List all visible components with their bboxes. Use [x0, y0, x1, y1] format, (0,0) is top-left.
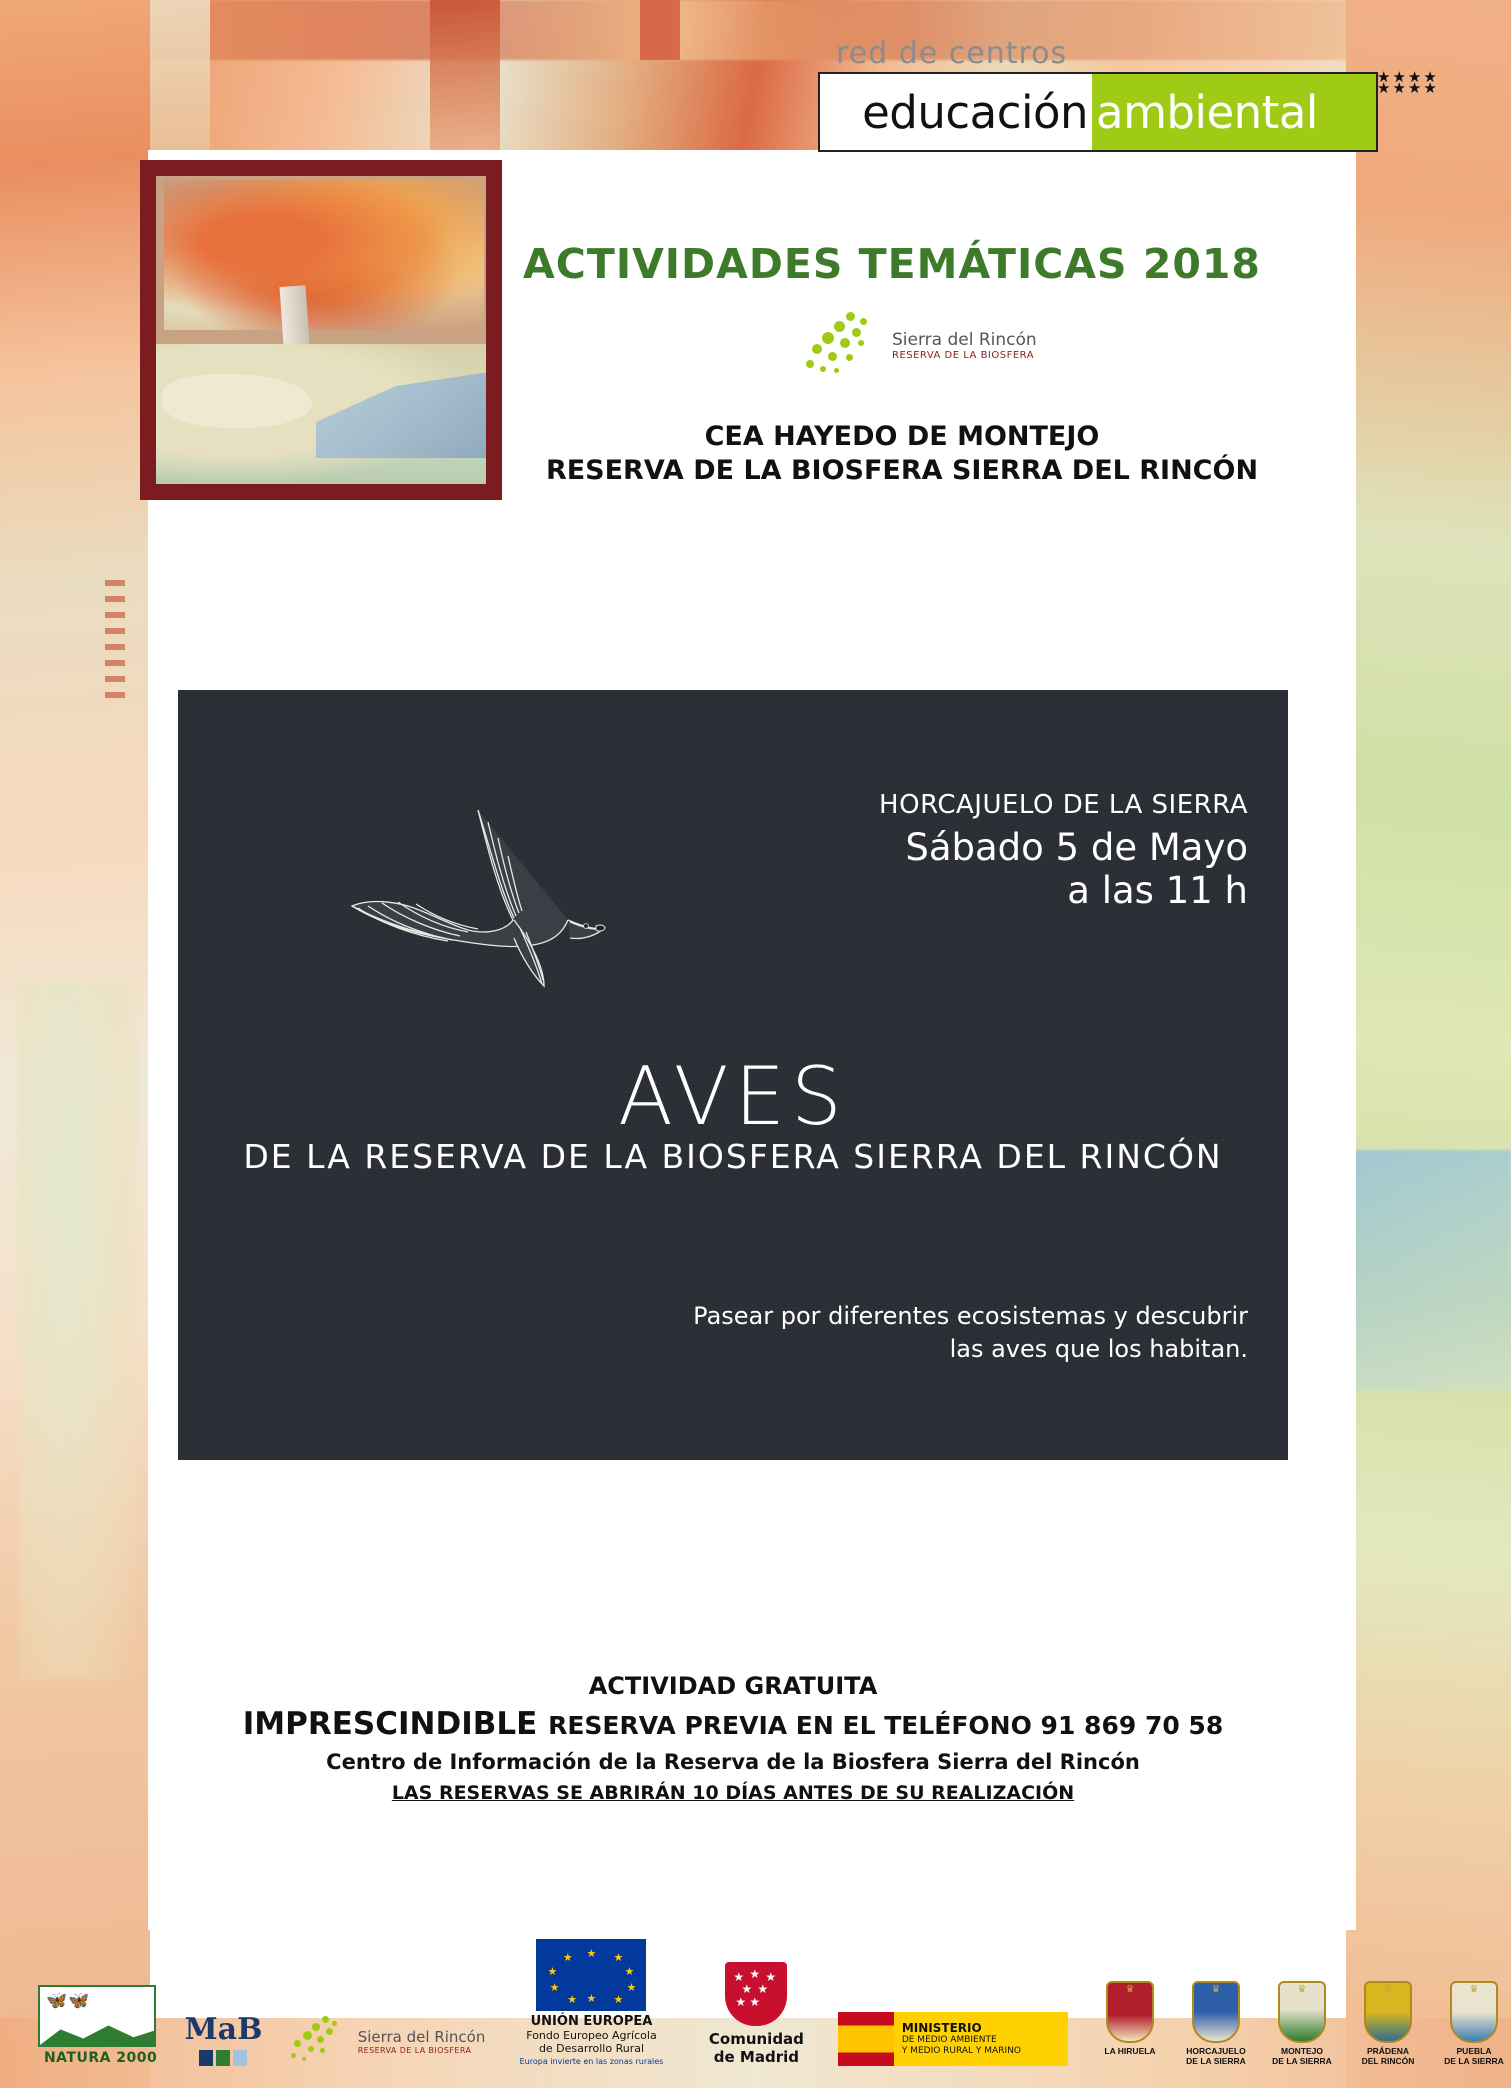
brand-logo-educacion-ambiental — [818, 36, 1439, 152]
crest-pradena — [1351, 1981, 1425, 2066]
booking-center: Centro de Información de la Reserva de la Biosfera Sierra del Rincón — [326, 1750, 1140, 1774]
leaf-dots-icon-small — [288, 2016, 350, 2066]
sierra-del-rincon-logo — [800, 312, 1060, 382]
crest-label-horcajuelo-1: HORCAJUELO — [1186, 2046, 1246, 2056]
crown-icon: ♛ — [1383, 1984, 1393, 1995]
background-strip-red-small — [640, 0, 680, 60]
poster-time: a las 11 h — [1067, 869, 1248, 912]
cover-photo-autumn-beech-forest — [140, 160, 502, 500]
booking-note: LAS RESERVAS SE ABRIRÁN 10 DÍAS ANTES DE SU REALIZACIÓN — [391, 1782, 1075, 1804]
background-right-band — [1346, 0, 1511, 2088]
logo-eu-line2: Fondo Europeo Agrícola — [526, 2029, 657, 2042]
shield-icon-pradena — [1364, 1981, 1412, 2043]
background-dot-column — [105, 580, 125, 700]
shield-icon-la-hiruela — [1106, 1981, 1154, 2043]
poster-title-sub: DE LA RESERVA DE LA BIOSFERA SIERRA DEL RINCÓN — [243, 1137, 1223, 1176]
crest-label-puebla-2: DE LA SIERRA — [1444, 2056, 1504, 2066]
logo-eu-line3: de Desarrollo Rural — [538, 2042, 645, 2055]
logo-sierra-del-rincon — [288, 2016, 490, 2066]
stars-icon: ★★★★ ★★★★ — [1377, 69, 1439, 97]
brand-logo-word-ambiental: ambiental — [1092, 74, 1376, 150]
crest-horcajuelo — [1179, 1981, 1253, 2066]
logo-comunidad-de-madrid — [689, 1962, 824, 2066]
logo-eu-line4: Europa invierte en las zonas rurales — [519, 2057, 664, 2066]
logo-mab-wordmark: MaB — [184, 2012, 263, 2047]
brand-logo-word-educacion: educación — [820, 74, 1092, 150]
crest-label-horcajuelo-2: DE LA SIERRA — [1186, 2056, 1246, 2066]
brand-logo-tagline: red de centros — [836, 36, 1068, 71]
crest-label-montejo-1: MONTEJO — [1280, 2046, 1324, 2056]
logo-ministerio-line1: MINISTERIO — [901, 2021, 982, 2035]
page-subtitle — [502, 420, 1302, 488]
page-title: ACTIVIDADES TEMÁTICAS 2018 — [523, 240, 1261, 288]
eu-flag-icon: ★ ★ ★ ★ ★ ★ ★ ★ ★ ★ — [536, 1939, 646, 2011]
poster-headline — [178, 1050, 1288, 1176]
shield-icon-horcajuelo — [1192, 1981, 1240, 2043]
footer-logo-strip — [0, 1947, 1511, 2066]
shield-icon-puebla — [1450, 1981, 1498, 2043]
subtitle-line-2: RESERVA DE LA BIOSFERA SIERRA DEL RINCÓN — [545, 455, 1259, 486]
crown-icon: ♛ — [1211, 1984, 1221, 1995]
logo-natura-2000 — [38, 1985, 163, 2066]
logo-ministerio-line3: Y MEDIO RURAL Y MARINO — [901, 2046, 1021, 2056]
crest-label-la-hiruela: LA HIRUELA — [1104, 2046, 1156, 2056]
logo-mab — [177, 2012, 269, 2066]
crest-label-montejo-2: DE LA SIERRA — [1272, 2056, 1332, 2066]
subtitle-line-1: CEA HAYEDO DE MONTEJO — [704, 421, 1100, 452]
background-left-splash — [18, 980, 138, 1680]
birds-icon: 🦋🦋 — [46, 1991, 91, 2011]
madrid-shield-icon: ★ ★ ★ ★ ★ ★ ★ — [725, 1962, 787, 2026]
crest-montejo — [1265, 1981, 1339, 2066]
bird-illustration-icon — [338, 780, 688, 1040]
logo-sierra-sub: RESERVA DE LA BIOSFERA — [357, 2045, 472, 2055]
crest-label-pradena-2: DEL RINCÓN — [1361, 2056, 1415, 2066]
background-strip-red — [430, 0, 500, 150]
mab-bars-icon — [177, 2050, 269, 2066]
booking-required-rest: RESERVA PREVIA EN EL TELÉFONO 91 869 70 58 — [548, 1711, 1224, 1740]
town-crest-group — [1093, 1981, 1511, 2066]
shield-icon-montejo — [1278, 1981, 1326, 2043]
booking-required-strong: IMPRESCINDIBLE — [242, 1706, 538, 1742]
logo-ministerio — [838, 2012, 1069, 2066]
crest-label-puebla-1: PUEBLA — [1456, 2046, 1492, 2056]
logo-natura-2000-label: NATURA 2000 — [43, 2050, 158, 2066]
logo-ministerio-line2: DE MEDIO AMBIENTE — [901, 2035, 997, 2045]
logo-madrid-line1: Comunidad — [708, 2030, 804, 2048]
poster-date: Sábado 5 de Mayo — [905, 826, 1248, 869]
activity-poster-panel — [178, 690, 1288, 1460]
poster-title-main: AVES — [618, 1050, 848, 1143]
crest-label-pradena-1: PRÁDENA — [1366, 2046, 1410, 2056]
logo-sierra-name: Sierra del Rincón — [357, 2027, 486, 2046]
booking-info — [178, 1672, 1288, 1804]
poster-description: Pasear por diferentes ecosistemas y descubrir las aves que los habitan. — [693, 1302, 1248, 1363]
sierra-logo-sub: RESERVA DE LA BIOSFERA — [892, 350, 1035, 361]
booking-free-label: ACTIVIDAD GRATUITA — [588, 1672, 878, 1700]
mountain-icon — [40, 2019, 154, 2045]
photo-canopy — [164, 180, 484, 330]
poster-town: HORCAJUELO DE LA SIERRA — [879, 790, 1248, 820]
logo-european-union — [500, 1939, 683, 2066]
crest-puebla — [1437, 1981, 1511, 2066]
crest-la-hiruela — [1093, 1981, 1167, 2066]
booking-required-line — [178, 1706, 1288, 1742]
leaf-dots-icon — [800, 312, 886, 380]
background-right-water — [1346, 1150, 1511, 1390]
crown-icon: ♛ — [1469, 1984, 1479, 1995]
crown-icon: ♛ — [1297, 1984, 1307, 1995]
logo-eu-line1: UNIÓN EUROPEA — [530, 2014, 653, 2029]
poster-event-details — [879, 790, 1248, 912]
spain-flag-icon — [838, 2012, 894, 2066]
logo-madrid-line2: de Madrid — [713, 2048, 799, 2066]
crown-icon: ♛ — [1125, 1984, 1135, 1995]
sierra-logo-name: Sierra del Rincón — [892, 330, 1037, 350]
